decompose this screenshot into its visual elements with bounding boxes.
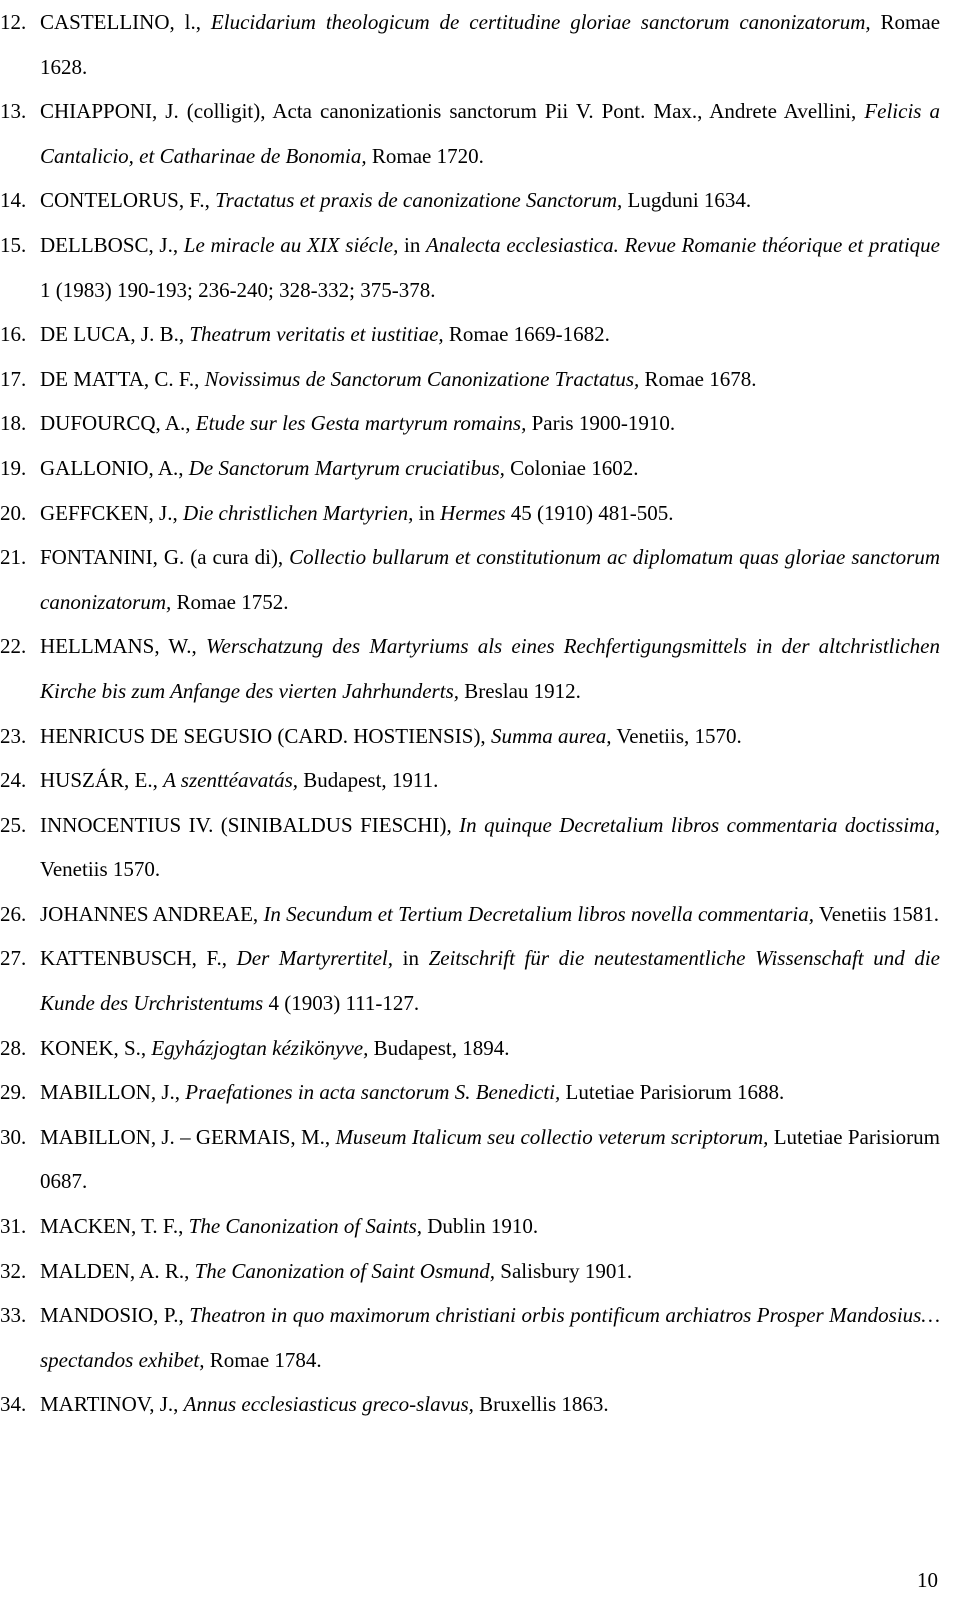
entry-text-segment: 45 (1910) 481-505. (505, 500, 674, 525)
entry-title-italic: Felicis a Cantalicio, et Catharinae de Bonomia, (40, 99, 940, 168)
entry-title-italic: Museum Italicum seu collectio veterum scriptorum, (335, 1124, 769, 1149)
entry-number: 23. (0, 723, 27, 748)
entry-text (40, 501, 673, 525)
entry-title-italic: Collectio bullarum et constitutionum ac diplomatum quas gloriae sanctorum canonizatorum, (40, 545, 940, 614)
bibliography-entry (0, 312, 940, 357)
bibliography-entry (0, 1026, 940, 1071)
entry-title-italic: A szenttéavatás, (163, 768, 299, 793)
entry-number: 26. (0, 901, 27, 926)
entry-title-italic: Novissimus de Sanctorum Canonizatione Tractatus, (204, 366, 640, 391)
bibliography-entry (0, 758, 940, 803)
entry-text (40, 1259, 632, 1283)
entry-text-segment: MABILLON, J. – GERMAIS, M., (40, 1124, 336, 1149)
bibliography-entry (0, 1115, 940, 1204)
entry-text-segment: HENRICUS DE SEGUSIO (CARD. HOSTIENSIS), (40, 723, 491, 748)
entry-text-segment: DE MATTA, C. F., (40, 366, 205, 391)
entry-number: 14. (0, 188, 27, 213)
entry-text (40, 634, 940, 703)
entry-title-italic: Annus ecclesiasticus greco-slavus, (183, 1392, 474, 1417)
entry-text-segment: INNOCENTIUS IV. (SINIBALDUS FIESCHI), (40, 812, 460, 837)
entry-text (40, 545, 940, 614)
entry-number: 25. (0, 812, 27, 837)
entry-number: 16. (0, 322, 27, 347)
bibliography-entry (0, 357, 940, 402)
entry-title-italic: Etude sur les Gesta martyrum romains, (195, 411, 527, 436)
entry-title-italic: In Secundum et Tertium Decretalium libros novella commentaria, (263, 901, 815, 926)
entry-text-segment: 4 (1903) 111-127. (263, 991, 420, 1016)
entry-text (40, 768, 438, 792)
entry-title-italic: Werschatzung des Martyriums als eines Rechfertigungsmittels in der altchristlichen Kirche bis zum Anfange des vierten Jahrhunderts, (40, 634, 940, 703)
entry-text (40, 946, 940, 1015)
entry-number: 29. (0, 1080, 27, 1105)
entry-text-segment: Romae 1678. (639, 366, 757, 391)
entry-text-segment: Dublin 1910. (422, 1214, 539, 1239)
entry-number: 15. (0, 232, 27, 257)
entry-title-italic: Le miracle au XIX siécle, (183, 232, 399, 257)
entry-text-segment: Venetiis, 1570. (611, 723, 742, 748)
entry-number: 17. (0, 366, 27, 391)
entry-text-segment: HELLMANS, W., (40, 634, 206, 659)
bibliography-entry (0, 446, 940, 491)
entry-text-segment: in (398, 232, 427, 257)
bibliography-entry (0, 401, 940, 446)
entry-text (40, 10, 940, 79)
bibliography-entry (0, 0, 940, 89)
bibliography-entry (0, 535, 940, 624)
entry-text (40, 1392, 609, 1416)
entry-text-segment: Salisbury 1901. (495, 1258, 633, 1283)
entry-number: 33. (0, 1303, 27, 1328)
entry-title-italic: Tractatus et praxis de canonizatione Sanctorum, (215, 188, 623, 213)
entry-number: 18. (0, 411, 27, 436)
bibliography-entry (0, 892, 940, 937)
entry-text (40, 1303, 940, 1372)
entry-number: 32. (0, 1258, 27, 1283)
entry-title-italic: Hermes (440, 500, 506, 525)
entry-number: 30. (0, 1124, 27, 1149)
entry-title-italic: Theatrum veritatis et iustitiae, (189, 322, 444, 347)
entry-title-italic: The Canonization of Saints, (188, 1214, 422, 1239)
entry-text (40, 322, 610, 346)
entry-title-italic: Elucidarium theologicum de certitudine gloriae sanctorum canonizatorum, (210, 10, 871, 34)
entry-text-segment: Breslau 1912. (459, 678, 581, 703)
entry-title-italic: In quinque Decretalium libros commentaria doctissima, (459, 812, 940, 837)
entry-text-segment: JOHANNES ANDREAE, (40, 901, 264, 926)
entry-text-segment: Lugduni 1634. (622, 188, 752, 213)
bibliography-entry (0, 624, 940, 713)
entry-number: 27. (0, 946, 27, 971)
entry-title-italic: Die christlichen Martyrien, (182, 500, 414, 525)
entry-text-segment: 1 (1983) 190-193; 236-240; 328-332; 375-378. (40, 277, 436, 302)
entry-text-segment: Venetiis 1581. (814, 901, 940, 926)
entry-text-segment: Budapest, 1894. (368, 1035, 510, 1060)
bibliography-entry (0, 223, 940, 312)
entry-number: 22. (0, 634, 27, 659)
entry-text-segment: MANDOSIO, P., (40, 1303, 190, 1328)
entry-title-italic: Summa aurea, (490, 723, 612, 748)
entry-text-segment: KATTENBUSCH, F., (40, 946, 237, 971)
entry-text-segment: Romae 1628. (40, 10, 941, 79)
entry-number: 20. (0, 500, 27, 525)
entry-text-segment: CASTELLINO, l., (40, 10, 211, 34)
entry-text-segment: GEFFCKEN, J., (40, 500, 183, 525)
entry-text-segment: DUFOURCQ, A., (40, 411, 196, 436)
entry-number: 24. (0, 768, 27, 793)
entry-text-segment: MABILLON, J., (40, 1080, 186, 1105)
entry-text (40, 456, 638, 480)
entry-text-segment: MACKEN, T. F., (40, 1214, 189, 1239)
entry-text (40, 1125, 940, 1194)
bibliography-entry (0, 1070, 940, 1115)
entry-number: 28. (0, 1035, 27, 1060)
bibliography-entry (0, 1204, 940, 1249)
entry-text-segment: CHIAPPONI, J. (colligit), Acta canonizationis sanctorum Pii V. Pont. Max., Andrete Avellini, (40, 99, 865, 124)
entry-text (40, 724, 742, 748)
entry-text-segment: in (413, 500, 441, 525)
entry-text (40, 902, 939, 926)
entry-text-segment: DELLBOSC, J., (40, 232, 184, 257)
entry-text (40, 99, 940, 168)
bibliography-entry (0, 178, 940, 223)
entry-title-italic: De Sanctorum Martyrum cruciatibus, (188, 455, 505, 480)
entry-number: 12. (0, 10, 27, 34)
entry-title-italic: Praefationes in acta sanctorum S. Benedicti, (185, 1080, 561, 1105)
entry-text (40, 367, 757, 391)
entry-text-segment: Romae 1784. (204, 1347, 322, 1372)
bibliography-entry (0, 89, 940, 178)
entry-text-segment: Romae 1720. (366, 143, 484, 168)
bibliography-entry (0, 803, 940, 892)
entry-text (40, 411, 675, 435)
entry-text-segment: DE LUCA, J. B., (40, 322, 190, 347)
entry-title-italic: Der Martyrertitel, (236, 946, 394, 971)
bibliography-entry (0, 936, 940, 1025)
bibliography-entry (0, 491, 940, 536)
entry-text-segment: Lutetiae Parisiorum 0687. (40, 1124, 940, 1194)
entry-text-segment: Coloniae 1602. (504, 455, 639, 480)
entry-number: 34. (0, 1392, 27, 1417)
entry-text-segment: Paris 1900-1910. (526, 411, 676, 436)
entry-text-segment: MARTINOV, J., (40, 1392, 184, 1417)
bibliography-entry (0, 1249, 940, 1294)
entry-text (40, 233, 940, 302)
entry-title-italic: Egyházjogtan kézikönyve, (151, 1035, 369, 1060)
entry-title-italic: Analecta ecclesiastica. Revue Romanie théorique et pratique (426, 232, 940, 257)
entry-number: 31. (0, 1214, 27, 1239)
entry-number: 21. (0, 545, 27, 570)
entry-text (40, 1080, 784, 1104)
entry-text-segment: FONTANINI, G. (a cura di), (40, 545, 290, 570)
entry-text-segment: Budapest, 1911. (298, 768, 439, 793)
entry-text-segment: in (393, 946, 429, 971)
entry-text (40, 1214, 538, 1238)
entry-text-segment: KONEK, S., (40, 1035, 152, 1060)
entry-title-italic: Theatron in quo maximorum christiani orbis pontificum archiatros Prosper Mandosius…spectandos exhibet, (40, 1303, 940, 1372)
entry-text (40, 813, 940, 882)
entry-number: 19. (0, 455, 27, 480)
entry-text-segment: Romae 1669-1682. (443, 322, 610, 347)
bibliography-entry (0, 1293, 940, 1382)
entry-text-segment: HUSZÁR, E., (40, 768, 164, 793)
entry-text-segment: CONTELORUS, F., (40, 188, 216, 213)
bibliography-entry (0, 714, 940, 759)
entry-text-segment: Bruxellis 1863. (473, 1392, 609, 1417)
entry-title-italic: The Canonization of Saint Osmund, (194, 1258, 496, 1283)
entry-text-segment: MALDEN, A. R., (40, 1258, 195, 1283)
entry-text-segment: Venetiis 1570. (40, 857, 161, 882)
entry-text-segment: Lutetiae Parisiorum 1688. (560, 1080, 785, 1105)
entry-text-segment: Romae 1752. (171, 589, 289, 614)
entry-text (40, 188, 751, 212)
page-number: 10 (917, 1568, 938, 1592)
entry-text (40, 1036, 510, 1060)
entry-text-segment: GALLONIO, A., (40, 455, 189, 480)
entry-title-italic: Zeitschrift für die neutestamentliche Wissenschaft und die Kunde des Urchristentums (40, 946, 940, 1016)
bibliography-entry (0, 1382, 940, 1427)
entry-number: 13. (0, 99, 27, 124)
